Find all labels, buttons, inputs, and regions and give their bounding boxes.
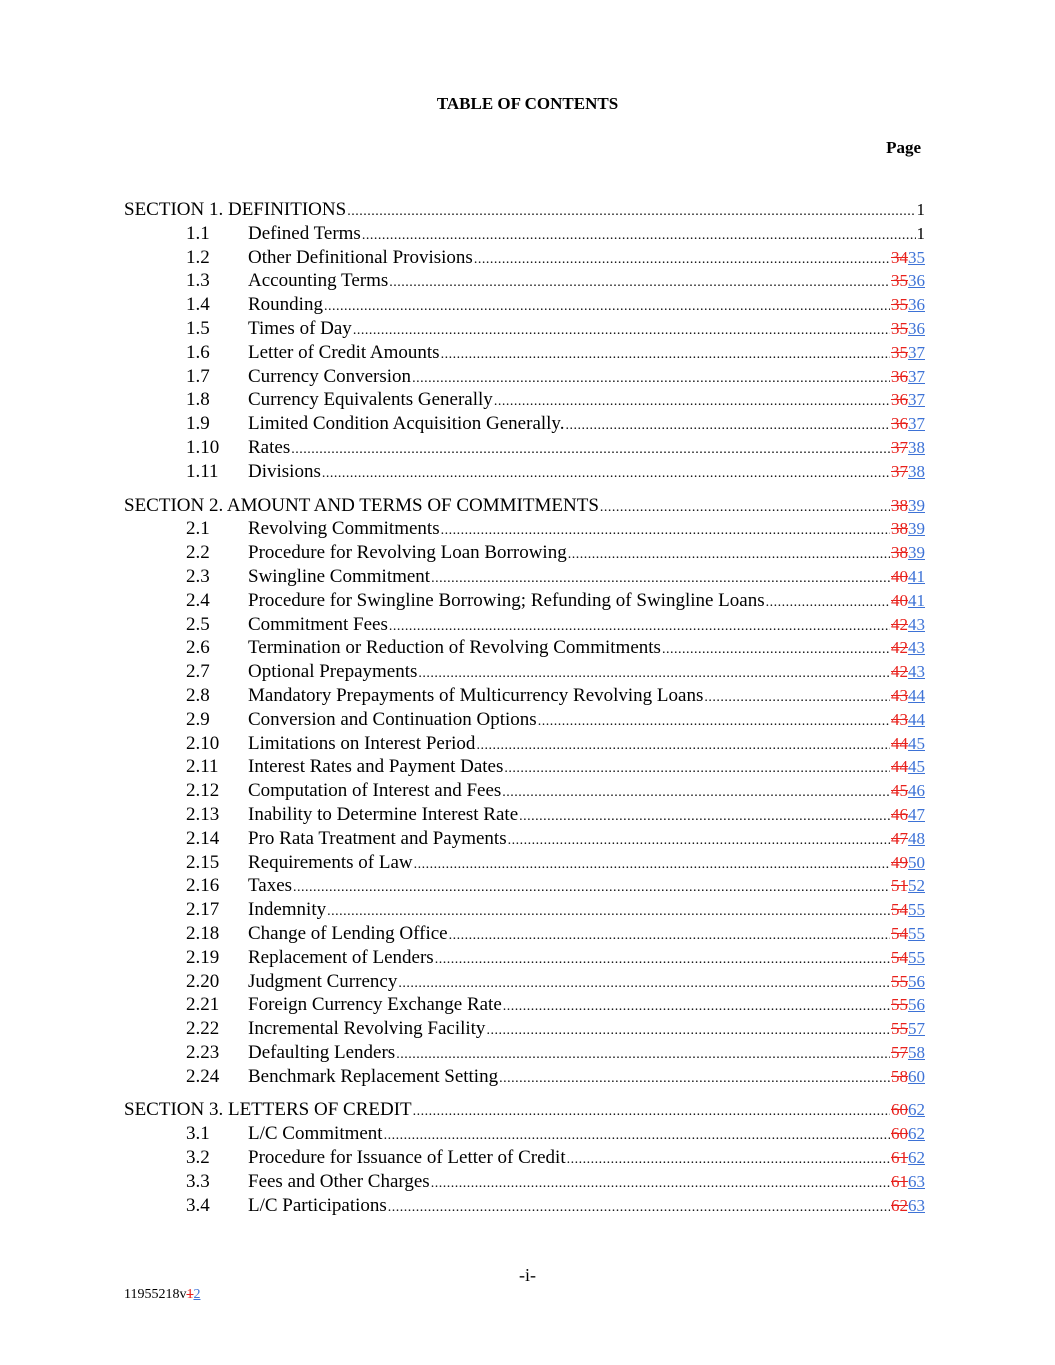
toc-section-row[interactable] bbox=[124, 1098, 925, 1122]
toc-item-label: Termination or Reduction of Revolving Commitments bbox=[248, 637, 661, 659]
page-number bbox=[890, 269, 925, 293]
page-number bbox=[890, 851, 925, 875]
dot-leader bbox=[498, 1067, 890, 1091]
toc-item-number: 2.19 bbox=[186, 946, 220, 968]
page-number-deleted: 49 bbox=[891, 852, 908, 872]
toc-item-label: Divisions bbox=[248, 460, 321, 482]
page-number bbox=[890, 755, 925, 779]
dot-leader bbox=[395, 1043, 890, 1067]
page-number bbox=[890, 898, 925, 922]
page-number-inserted[interactable]: 63 bbox=[908, 1195, 925, 1215]
toc-item-label: Currency Equivalents Generally bbox=[248, 389, 493, 411]
toc-item-number: 1.11 bbox=[186, 460, 219, 482]
toc-item-label: Mandatory Prepayments of Multicurrency Revolving Loans bbox=[248, 684, 704, 706]
dot-leader bbox=[566, 1148, 890, 1172]
toc-item-label: Requirements of Law bbox=[248, 851, 413, 873]
toc-item-row[interactable] bbox=[124, 293, 925, 317]
page-number bbox=[890, 946, 925, 970]
dot-leader bbox=[485, 1019, 890, 1043]
toc-item-label: Inability to Determine Interest Rate bbox=[248, 803, 519, 825]
toc-item-number: 2.13 bbox=[186, 803, 220, 825]
page-number-deleted: 40 bbox=[891, 566, 908, 586]
toc-item-label: Limited Condition Acquisition Generally. bbox=[248, 413, 565, 435]
page-number-deleted: 36 bbox=[891, 366, 908, 386]
page-number-current: 1 bbox=[916, 200, 925, 219]
toc-item-label: Procedure for Swingline Borrowing; Refunding of Swingline Loans bbox=[248, 589, 765, 611]
toc-title: TABLE OF CONTENTS bbox=[436, 94, 619, 113]
toc-item-number: 2.23 bbox=[186, 1041, 220, 1063]
page-number-deleted: 42 bbox=[891, 662, 908, 682]
page-number-deleted: 62 bbox=[891, 1195, 908, 1215]
page-number bbox=[890, 1041, 925, 1065]
dot-leader bbox=[417, 662, 890, 686]
toc-item-label: Rates bbox=[248, 436, 291, 458]
page-number-deleted: 54 bbox=[891, 923, 908, 943]
toc-item-row[interactable] bbox=[124, 970, 925, 994]
page-number bbox=[890, 1017, 925, 1041]
page-number bbox=[890, 494, 925, 518]
toc-item-label: Replacement of Lenders bbox=[248, 946, 434, 968]
page-number bbox=[890, 874, 925, 898]
page-number bbox=[890, 565, 925, 589]
toc-section-label: SECTION 3. LETTERS OF CREDIT bbox=[124, 1099, 412, 1121]
toc-item-number: 2.4 bbox=[186, 589, 210, 611]
page-number-inserted[interactable]: 43 bbox=[908, 614, 925, 634]
toc-item-number: 2.17 bbox=[186, 899, 220, 921]
toc-item-row[interactable] bbox=[124, 388, 925, 412]
page-number-inserted[interactable]: 37 bbox=[908, 366, 925, 386]
page-number-deleted: 37 bbox=[891, 461, 908, 481]
dot-leader bbox=[326, 900, 890, 924]
dot-leader bbox=[361, 224, 916, 248]
toc-item-label: Rounding bbox=[248, 294, 323, 316]
toc-item-number: 2.15 bbox=[186, 851, 220, 873]
dot-leader bbox=[448, 924, 890, 948]
page-column-header: Page bbox=[886, 138, 921, 157]
toc-item-row[interactable] bbox=[124, 779, 925, 803]
page-number bbox=[890, 365, 925, 389]
page-number-deleted: 54 bbox=[891, 900, 908, 920]
page-number bbox=[890, 803, 925, 827]
toc-item-label: Defined Terms bbox=[248, 222, 361, 244]
dot-leader bbox=[567, 543, 890, 567]
dot-leader bbox=[397, 972, 890, 996]
page-number-inserted[interactable]: 44 bbox=[908, 709, 925, 729]
toc-item-label: Change of Lending Office bbox=[248, 922, 448, 944]
page-number-inserted[interactable]: 37 bbox=[908, 342, 925, 362]
toc-item-row[interactable] bbox=[124, 1146, 925, 1170]
dot-leader bbox=[413, 853, 890, 877]
dot-leader bbox=[537, 710, 890, 734]
toc-item-row[interactable] bbox=[124, 412, 925, 436]
toc-item-row[interactable] bbox=[124, 874, 925, 898]
page-number bbox=[890, 970, 925, 994]
page-number bbox=[890, 388, 925, 412]
toc-item-row[interactable] bbox=[124, 827, 925, 851]
toc-item-row[interactable] bbox=[124, 922, 925, 946]
dot-leader bbox=[290, 438, 890, 462]
page-number-deleted: 35 bbox=[891, 271, 908, 291]
page-number bbox=[890, 293, 925, 317]
page-number-inserted[interactable]: 55 bbox=[908, 947, 925, 967]
dot-leader bbox=[411, 367, 890, 391]
dot-leader bbox=[388, 271, 890, 295]
page-number bbox=[890, 517, 925, 541]
page-number-deleted: 55 bbox=[891, 995, 908, 1015]
dot-leader bbox=[564, 414, 890, 438]
page-number-inserted[interactable]: 50 bbox=[908, 852, 925, 872]
toc-item-row[interactable] bbox=[124, 341, 925, 365]
page-number-inserted[interactable]: 37 bbox=[908, 390, 925, 410]
toc-section-label: SECTION 2. AMOUNT AND TERMS OF COMMITMENTS bbox=[124, 494, 599, 516]
page-number-deleted: 38 bbox=[891, 543, 908, 563]
document-id bbox=[124, 1287, 200, 1303]
toc-item-row[interactable] bbox=[124, 851, 925, 875]
page-number-inserted[interactable]: 57 bbox=[908, 1019, 925, 1039]
toc-item-number: 3.1 bbox=[186, 1123, 210, 1145]
page-number-deleted: 43 bbox=[891, 685, 908, 705]
toc-item-row[interactable] bbox=[124, 660, 925, 684]
toc-item-row[interactable] bbox=[124, 222, 925, 246]
dot-leader bbox=[473, 248, 890, 272]
toc-item-row[interactable] bbox=[124, 246, 925, 270]
page-number-inserted[interactable]: 45 bbox=[908, 757, 925, 777]
page-number-deleted: 51 bbox=[891, 876, 908, 896]
page-number-deleted: 60 bbox=[891, 1124, 908, 1144]
dot-leader bbox=[440, 343, 890, 367]
toc-item-label: Foreign Currency Exchange Rate bbox=[248, 994, 502, 1016]
page-number-deleted: 61 bbox=[891, 1171, 908, 1191]
page-number-deleted: 46 bbox=[891, 804, 908, 824]
toc-item-number: 2.9 bbox=[186, 708, 210, 730]
toc-item-row[interactable] bbox=[124, 541, 925, 565]
toc-item-number: 2.10 bbox=[186, 732, 220, 754]
doc-id-new-version: 2 bbox=[193, 1287, 201, 1302]
page-number-inserted[interactable]: 55 bbox=[908, 923, 925, 943]
page-number bbox=[890, 613, 925, 637]
toc-item-label: Defaulting Lenders bbox=[248, 1041, 396, 1063]
toc-item-label: Pro Rata Treatment and Payments bbox=[248, 827, 507, 849]
page-number-deleted: 36 bbox=[891, 414, 908, 434]
page-number-inserted[interactable]: 39 bbox=[908, 543, 925, 563]
toc-item-number: 1.8 bbox=[186, 389, 210, 411]
toc-item-number: 2.20 bbox=[186, 970, 220, 992]
page-number bbox=[890, 922, 925, 946]
page-number bbox=[916, 222, 926, 246]
dot-leader bbox=[599, 496, 890, 520]
toc-item-number: 2.3 bbox=[186, 565, 210, 587]
toc-item-number: 3.3 bbox=[186, 1170, 210, 1192]
page-number-inserted[interactable]: 55 bbox=[908, 900, 925, 920]
toc-item-label: Procedure for Issuance of Letter of Credit bbox=[248, 1147, 566, 1169]
toc-item-number: 2.6 bbox=[186, 637, 210, 659]
dot-leader bbox=[434, 948, 890, 972]
toc-item-row[interactable] bbox=[124, 365, 925, 389]
toc-item-label: Indemnity bbox=[248, 899, 327, 921]
toc-item-row[interactable] bbox=[124, 436, 925, 460]
toc-item-label: Letter of Credit Amounts bbox=[248, 341, 440, 363]
toc-item-number: 1.10 bbox=[186, 436, 220, 458]
page-number bbox=[890, 1194, 925, 1218]
toc-item-number: 1.2 bbox=[186, 246, 210, 268]
toc-item-label: Benchmark Replacement Setting bbox=[248, 1065, 499, 1087]
toc-item-label: Judgment Currency bbox=[248, 970, 398, 992]
toc-item-label: Swingline Commitment bbox=[248, 565, 431, 587]
page-number bbox=[916, 198, 926, 222]
dot-leader bbox=[430, 567, 890, 591]
page-number-deleted: 35 bbox=[891, 295, 908, 315]
toc-entries bbox=[124, 198, 925, 1217]
page-number bbox=[890, 1065, 925, 1089]
toc-item-row[interactable] bbox=[124, 1170, 925, 1194]
toc-item-label: Taxes bbox=[248, 875, 293, 897]
page-number bbox=[890, 1146, 925, 1170]
toc-item-number: 2.22 bbox=[186, 1018, 220, 1040]
dot-leader bbox=[387, 1196, 890, 1220]
dot-leader bbox=[383, 1124, 890, 1148]
toc-item-label: Commitment Fees bbox=[248, 613, 388, 635]
toc-item-row[interactable] bbox=[124, 565, 925, 589]
toc-item-number: 2.14 bbox=[186, 827, 220, 849]
page-number bbox=[890, 660, 925, 684]
toc-item-row[interactable] bbox=[124, 732, 925, 756]
page-number-inserted[interactable]: 60 bbox=[908, 1066, 925, 1086]
page-number-deleted: 38 bbox=[891, 495, 908, 515]
toc-item-row[interactable] bbox=[124, 946, 925, 970]
page-number-deleted: 45 bbox=[891, 781, 908, 801]
dot-leader bbox=[430, 1172, 890, 1196]
toc-item-number: 2.11 bbox=[186, 756, 219, 778]
page-number-deleted: 37 bbox=[891, 437, 908, 457]
page-number bbox=[890, 779, 925, 803]
toc-item-row[interactable] bbox=[124, 1041, 925, 1065]
page-number-deleted: 58 bbox=[891, 1066, 908, 1086]
toc-item-label: Accounting Terms bbox=[248, 270, 389, 292]
toc-item-number: 2.18 bbox=[186, 922, 220, 944]
page-number bbox=[890, 636, 925, 660]
toc-item-number: 1.9 bbox=[186, 413, 210, 435]
toc-item-row[interactable] bbox=[124, 708, 925, 732]
page-number bbox=[890, 589, 925, 613]
page-number-inserted[interactable]: 58 bbox=[908, 1042, 925, 1062]
toc-item-row[interactable] bbox=[124, 684, 925, 708]
toc-item-label: Interest Rates and Payment Dates bbox=[248, 756, 504, 778]
dot-leader bbox=[323, 295, 890, 319]
page-number bbox=[890, 708, 925, 732]
page-number bbox=[890, 317, 925, 341]
page-number-inserted[interactable]: 47 bbox=[908, 804, 925, 824]
page-number-inserted[interactable]: 39 bbox=[908, 519, 925, 539]
page-number-deleted: 42 bbox=[891, 638, 908, 658]
page-number-inserted[interactable]: 52 bbox=[908, 876, 925, 896]
toc-item-row[interactable] bbox=[124, 460, 925, 484]
toc-item-label: Incremental Revolving Facility bbox=[248, 1018, 486, 1040]
toc-item-row[interactable] bbox=[124, 517, 925, 541]
toc-item-number: 3.4 bbox=[186, 1194, 210, 1216]
page-number-inserted[interactable]: 36 bbox=[908, 318, 925, 338]
toc-item-row[interactable] bbox=[124, 317, 925, 341]
toc-item-number: 2.5 bbox=[186, 613, 210, 635]
page-number-inserted[interactable]: 56 bbox=[908, 971, 925, 991]
toc-item-row[interactable] bbox=[124, 755, 925, 779]
dot-leader bbox=[388, 615, 890, 639]
dot-leader bbox=[352, 319, 890, 343]
page-number-inserted[interactable]: 36 bbox=[908, 271, 925, 291]
toc-section-label: SECTION 1. DEFINITIONS bbox=[124, 199, 347, 220]
page-number-inserted[interactable]: 38 bbox=[908, 437, 925, 457]
page-number bbox=[890, 827, 925, 851]
toc-item-row[interactable] bbox=[124, 1122, 925, 1146]
page-number bbox=[890, 993, 925, 1017]
dot-leader bbox=[346, 200, 915, 224]
toc-item-row[interactable] bbox=[124, 898, 925, 922]
toc-item-number: 2.1 bbox=[186, 518, 210, 540]
toc-item-row[interactable] bbox=[124, 589, 925, 613]
dot-leader bbox=[502, 995, 890, 1019]
page-number bbox=[890, 341, 925, 365]
toc-item-number: 2.12 bbox=[186, 780, 220, 802]
toc-item-number: 1.6 bbox=[186, 341, 210, 363]
toc-item-label: Limitations on Interest Period bbox=[248, 732, 476, 754]
toc-item-row[interactable] bbox=[124, 803, 925, 827]
page-number bbox=[890, 436, 925, 460]
dot-leader bbox=[507, 829, 890, 853]
dot-leader bbox=[493, 390, 890, 414]
toc-item-label: L/C Participations bbox=[248, 1194, 387, 1216]
page-number-deleted: 42 bbox=[891, 614, 908, 634]
dot-leader bbox=[503, 757, 890, 781]
toc-item-number: 1.3 bbox=[186, 270, 210, 292]
page-number-inserted[interactable]: 45 bbox=[908, 733, 925, 753]
toc-item-number: 2.21 bbox=[186, 994, 220, 1016]
page-number-inserted[interactable]: 62 bbox=[908, 1124, 925, 1144]
page-number-deleted: 57 bbox=[891, 1042, 908, 1062]
page-number-inserted[interactable]: 37 bbox=[908, 414, 925, 434]
toc-item-row[interactable] bbox=[124, 1017, 925, 1041]
page-number bbox=[890, 684, 925, 708]
dot-leader bbox=[703, 686, 890, 710]
toc-item-label: Computation of Interest and Fees bbox=[248, 780, 502, 802]
toc-item-number: 2.24 bbox=[186, 1065, 220, 1087]
page-number-deleted: 43 bbox=[891, 709, 908, 729]
page-number-inserted[interactable]: 62 bbox=[908, 1100, 925, 1120]
toc-item-label: Procedure for Revolving Loan Borrowing bbox=[248, 542, 567, 564]
toc-item-label: L/C Commitment bbox=[248, 1123, 383, 1145]
page-number-deleted: 44 bbox=[891, 757, 908, 777]
page-number-inserted[interactable]: 38 bbox=[908, 461, 925, 481]
page-number bbox=[890, 732, 925, 756]
toc-item-row[interactable] bbox=[124, 1194, 925, 1218]
toc-item-row[interactable] bbox=[124, 993, 925, 1017]
page-number-deleted: 36 bbox=[891, 390, 908, 410]
page-number-deleted: 54 bbox=[891, 947, 908, 967]
doc-id-base: 11955218v bbox=[124, 1287, 187, 1302]
toc-item-label: Optional Prepayments bbox=[248, 661, 418, 683]
toc-item-label: Fees and Other Charges bbox=[248, 1170, 430, 1192]
page-number-inserted[interactable]: 36 bbox=[908, 295, 925, 315]
dot-leader bbox=[292, 876, 890, 900]
page-number-inserted[interactable]: 41 bbox=[908, 590, 925, 610]
page-number-deleted: 61 bbox=[891, 1148, 908, 1168]
dot-leader bbox=[475, 734, 890, 758]
page-number-inserted[interactable]: 39 bbox=[908, 495, 925, 515]
page-number bbox=[890, 412, 925, 436]
dot-leader bbox=[412, 1100, 890, 1124]
page-number bbox=[890, 460, 925, 484]
page-number-inserted[interactable]: 41 bbox=[908, 566, 925, 586]
page-number-inserted[interactable]: 62 bbox=[908, 1148, 925, 1168]
page-number-deleted: 35 bbox=[891, 342, 908, 362]
toc-section-row[interactable] bbox=[124, 494, 925, 518]
page-number-current: 1 bbox=[916, 223, 925, 243]
toc-section-row[interactable] bbox=[124, 198, 925, 222]
page-number-inserted[interactable]: 48 bbox=[908, 828, 925, 848]
page-number-deleted: 55 bbox=[891, 1019, 908, 1039]
toc-item-label: Other Definitional Provisions bbox=[248, 246, 473, 268]
dot-leader bbox=[440, 519, 890, 543]
toc-item-number: 3.2 bbox=[186, 1147, 210, 1169]
page-number-deleted: 35 bbox=[891, 318, 908, 338]
page-number-inserted[interactable]: 44 bbox=[908, 685, 925, 705]
toc-item-number: 1.5 bbox=[186, 317, 210, 339]
page-number-deleted: 34 bbox=[891, 247, 908, 267]
toc-item-label: Revolving Commitments bbox=[248, 518, 440, 540]
page-number-deleted: 60 bbox=[891, 1100, 908, 1120]
toc-item-label: Conversion and Continuation Options bbox=[248, 708, 537, 730]
toc-item-number: 1.1 bbox=[186, 222, 210, 244]
page-number-deleted: 38 bbox=[891, 519, 908, 539]
dot-leader bbox=[661, 638, 890, 662]
page-number-deleted: 47 bbox=[891, 828, 908, 848]
toc-item-row[interactable] bbox=[124, 613, 925, 637]
page-number bbox=[890, 1170, 925, 1194]
toc-item-row[interactable] bbox=[124, 269, 925, 293]
dot-leader bbox=[501, 781, 890, 805]
page-number-inserted[interactable]: 43 bbox=[908, 662, 925, 682]
page-number-inserted[interactable]: 43 bbox=[908, 638, 925, 658]
page-number bbox=[890, 246, 925, 270]
page-number bbox=[890, 541, 925, 565]
toc-item-label: Times of Day bbox=[248, 317, 352, 339]
toc-item-number: 2.7 bbox=[186, 661, 210, 683]
toc-item-number: 1.4 bbox=[186, 294, 210, 316]
page-number-inserted[interactable]: 56 bbox=[908, 995, 925, 1015]
page-number-deleted: 44 bbox=[891, 733, 908, 753]
page-number-inserted[interactable]: 63 bbox=[908, 1171, 925, 1191]
footer-page-number: -i- bbox=[519, 1265, 536, 1285]
page-number-deleted: 55 bbox=[891, 971, 908, 991]
dot-leader bbox=[321, 462, 890, 486]
page-number-inserted[interactable]: 35 bbox=[908, 247, 925, 267]
toc-item-row[interactable] bbox=[124, 636, 925, 660]
toc-item-row[interactable] bbox=[124, 1065, 925, 1089]
toc-item-number: 2.8 bbox=[186, 684, 210, 706]
toc-item-number: 2.2 bbox=[186, 542, 210, 564]
toc-item-number: 2.16 bbox=[186, 875, 220, 897]
page-number bbox=[890, 1098, 925, 1122]
toc-item-number: 1.7 bbox=[186, 365, 210, 387]
page-number-deleted: 40 bbox=[891, 590, 908, 610]
dot-leader bbox=[765, 591, 890, 615]
toc-item-label: Currency Conversion bbox=[248, 365, 412, 387]
page-number-inserted[interactable]: 46 bbox=[908, 781, 925, 801]
doc-id-old-version: 1 bbox=[186, 1287, 194, 1302]
dot-leader bbox=[518, 805, 890, 829]
page-number bbox=[890, 1122, 925, 1146]
